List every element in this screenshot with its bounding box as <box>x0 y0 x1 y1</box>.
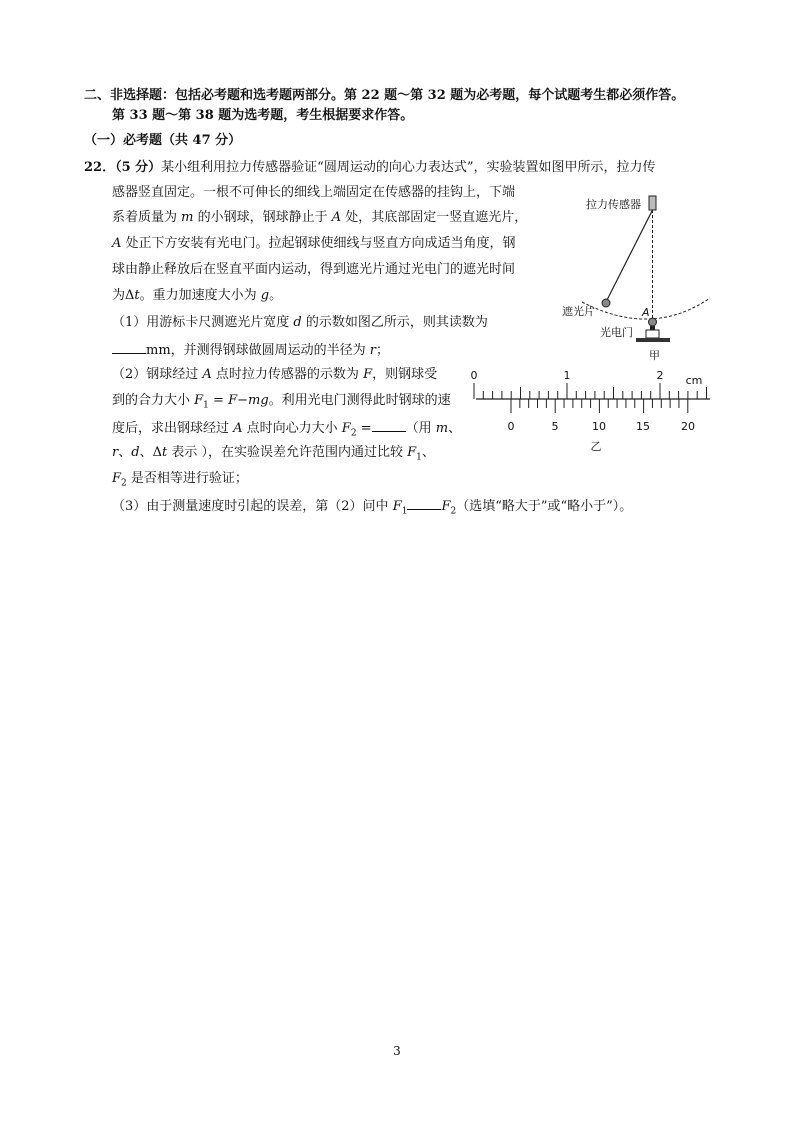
question-line-1: 22．（5 分）某小组利用拉力传感器验证“圆周运动的向心力表达式”，实验装置如图甲所示，拉力传 <box>84 160 656 175</box>
vernier-label-20: 20 <box>681 420 695 433</box>
part1-line1: （1）用游标卡尺测遮光片宽度 d 的示数如图乙所示，则其读数为 <box>112 315 488 330</box>
question-line-3: 系着质量为 m 的小钢球，钢球静止于 A 处，其底部固定一竖直遮光片， <box>112 210 528 225</box>
answer-blank-2[interactable] <box>372 419 406 432</box>
sensor-label: 拉力传感器 <box>586 198 641 211</box>
gate-label: 光电门 <box>600 326 633 339</box>
figure-vernier <box>468 368 718 458</box>
question-line-4: A 处正下方安装有光电门。拉起钢球使细线与竖直方向成适当角度，钢 <box>112 236 516 251</box>
figure-jia-caption: 甲 <box>649 349 660 362</box>
vernier-label-5: 5 <box>551 420 559 433</box>
part3-line1: （3）由于测量速度时引起的误差，第（2）问中 $F_1$ $F_2$（选填“略大于”或“略小于”）。 <box>112 499 633 517</box>
answer-blank-3[interactable] <box>407 497 441 510</box>
vernier-label-15: 15 <box>636 420 650 433</box>
vernier-scale-ticks <box>511 399 688 413</box>
ball-at-a <box>649 318 657 326</box>
question-line-6: 为Δt。重力加速度大小为 g。 <box>112 288 283 303</box>
section-heading-line2: 第 33 题～第 38 题为选考题，考生根据要求作答。 <box>112 108 414 123</box>
photogate <box>646 330 659 338</box>
question-line-5: 球由静止释放后在竖直平面内运动，得到遮光片通过光电门的遮光时间 <box>112 262 516 277</box>
part2-line3: 度后，求出钢球经过 A 点时向心力大小 $F_2$ = （用 m、 <box>112 421 462 439</box>
question-score: （5 分） <box>115 160 162 175</box>
part2-line1: （2）钢球经过 A 点时拉力传感器的示数为 F，则钢球受 <box>112 367 438 382</box>
point-a-label: A <box>642 306 650 319</box>
part2-line2: 到的合力大小 $F_1 = F-mg$。利用光电门测得此时钢球的速 <box>112 393 451 411</box>
figure-pendulum <box>558 190 718 370</box>
question-number: 22． <box>84 160 116 175</box>
unit-label: cm <box>685 374 703 387</box>
section-heading-line1: 二、非选择题：包括必考题和选考题两部分。第 22 题～第 32 题为必考题，每个试题考生都必须作答。 <box>84 88 685 103</box>
main-label-0: 0 <box>470 369 478 382</box>
main-scale-ticks <box>474 383 707 399</box>
ball-released <box>602 299 610 307</box>
answer-blank-1[interactable] <box>112 341 146 354</box>
part1-line2: mm，并测得钢球做圆周运动的半径为 r； <box>112 341 389 359</box>
figure-yi-caption: 乙 <box>590 440 602 453</box>
gate-base <box>636 338 670 342</box>
shade-label: 遮光片 <box>562 305 595 318</box>
page-number: 3 <box>393 1044 401 1058</box>
force-sensor <box>649 196 656 210</box>
vernier-label-10: 10 <box>592 420 606 433</box>
sub-heading: （一）必考题（共 47 分） <box>84 133 242 148</box>
main-label-2: 2 <box>656 369 664 382</box>
vernier-label-0: 0 <box>507 420 515 433</box>
part2-line5: $F_2$ 是否相等进行验证； <box>112 471 248 489</box>
part2-line4: r、d、Δt 表示 ），在实验误差允许范围内通过比较 $F_1$、 <box>112 445 435 463</box>
main-label-1: 1 <box>563 369 571 382</box>
question-line-2: 感器竖直固定。一根不可伸长的细线上端固定在传感器的挂钩上，下端 <box>112 185 516 200</box>
string <box>606 210 653 302</box>
